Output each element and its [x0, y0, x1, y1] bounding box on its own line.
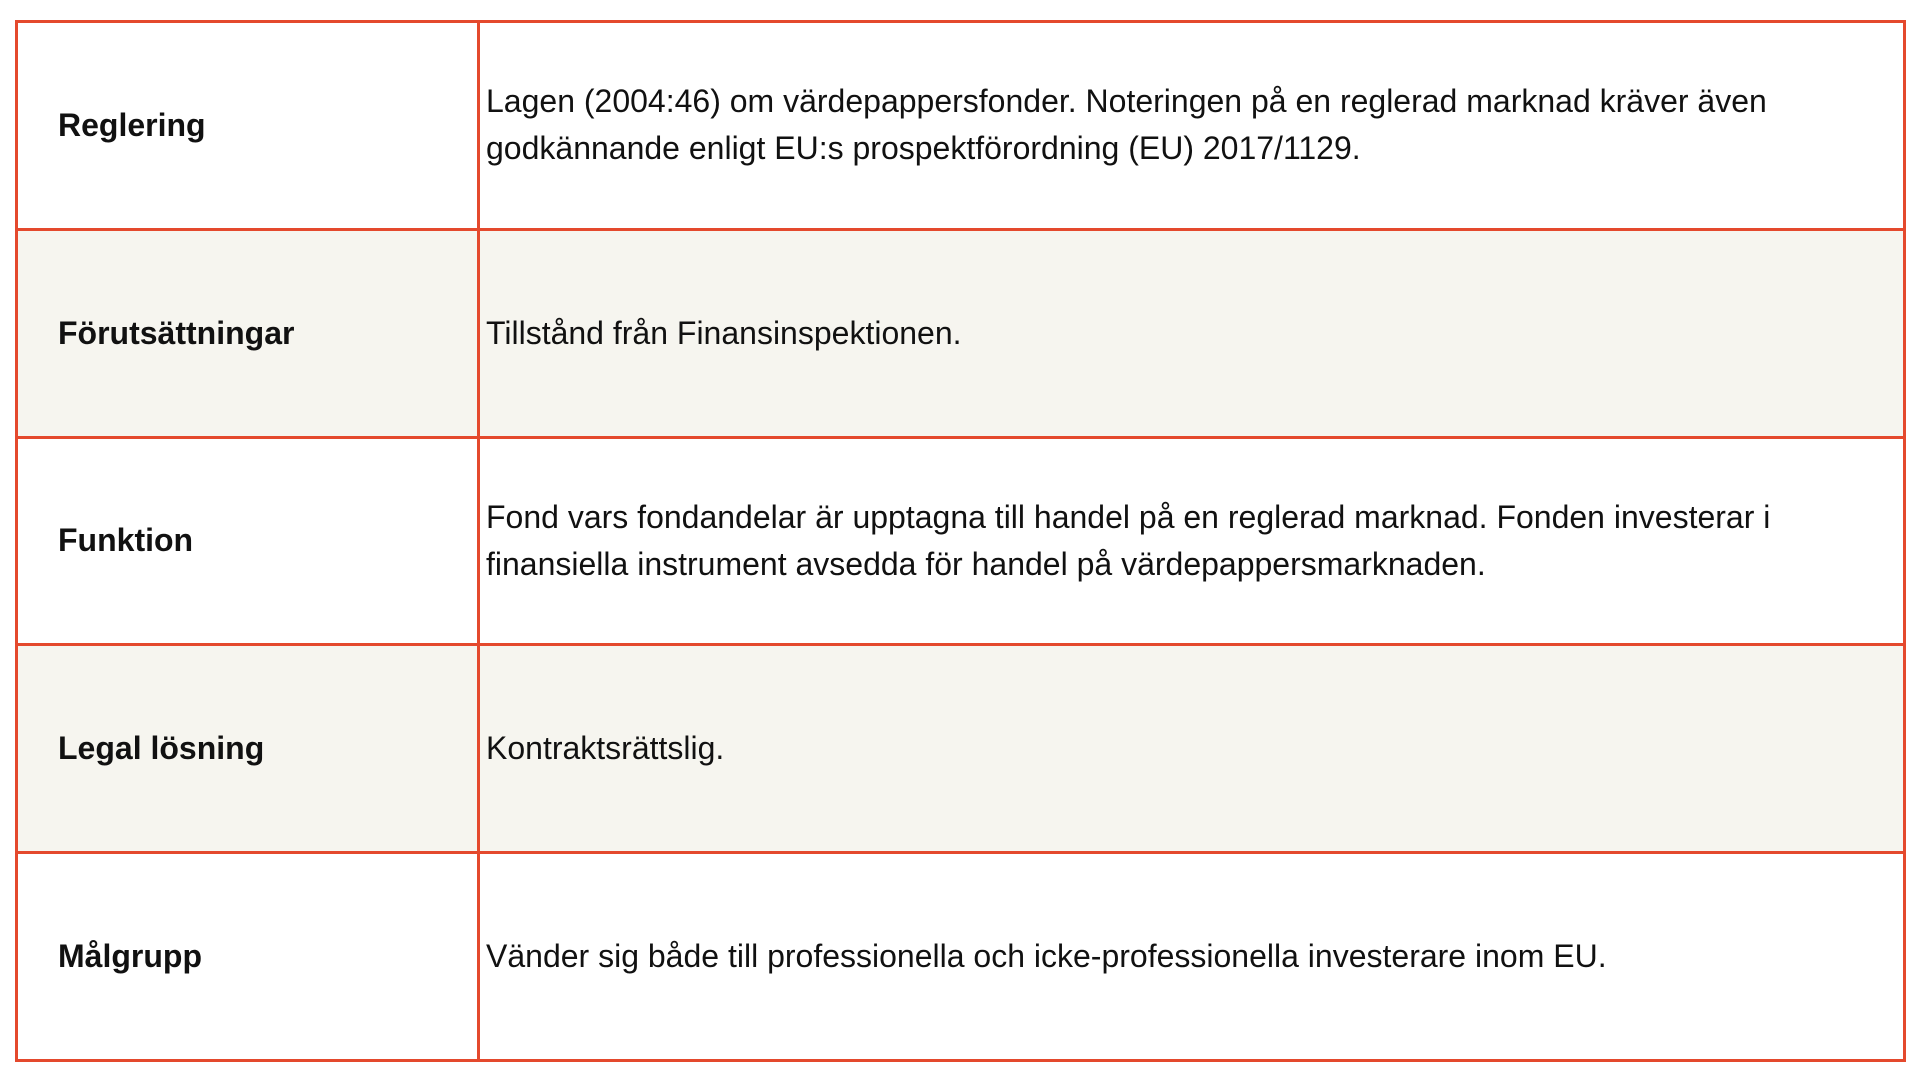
- table-row: [17, 645, 1905, 853]
- row-value: Tillstånd från Finansinspektionen.: [479, 229, 1905, 437]
- row-label: Legal lösning: [17, 645, 479, 853]
- row-value: Vänder sig både till professionella och icke-professionella investerare inom EU.: [479, 853, 1905, 1061]
- row-label: Reglering: [17, 22, 479, 230]
- table-row: [17, 853, 1905, 1061]
- row-label: Förutsättningar: [17, 229, 479, 437]
- row-label: Målgrupp: [17, 853, 479, 1061]
- row-value: Fond vars fondandelar är upptagna till handel på en reglerad marknad. Fonden investerar i finansiella instrument avsedda för handel på värdepappersmarknaden.: [479, 437, 1905, 645]
- table-row: [17, 229, 1905, 437]
- table-row: [17, 437, 1905, 645]
- info-table: [15, 20, 1906, 1062]
- row-value: Lagen (2004:46) om värdepappersfonder. Noteringen på en reglerad marknad kräver även godkännande enligt EU:s prospektförordning (EU) 2017/1129.: [479, 22, 1905, 230]
- table-row: [17, 22, 1905, 230]
- row-label: Funktion: [17, 437, 479, 645]
- row-value: Kontraktsrättslig.: [479, 645, 1905, 853]
